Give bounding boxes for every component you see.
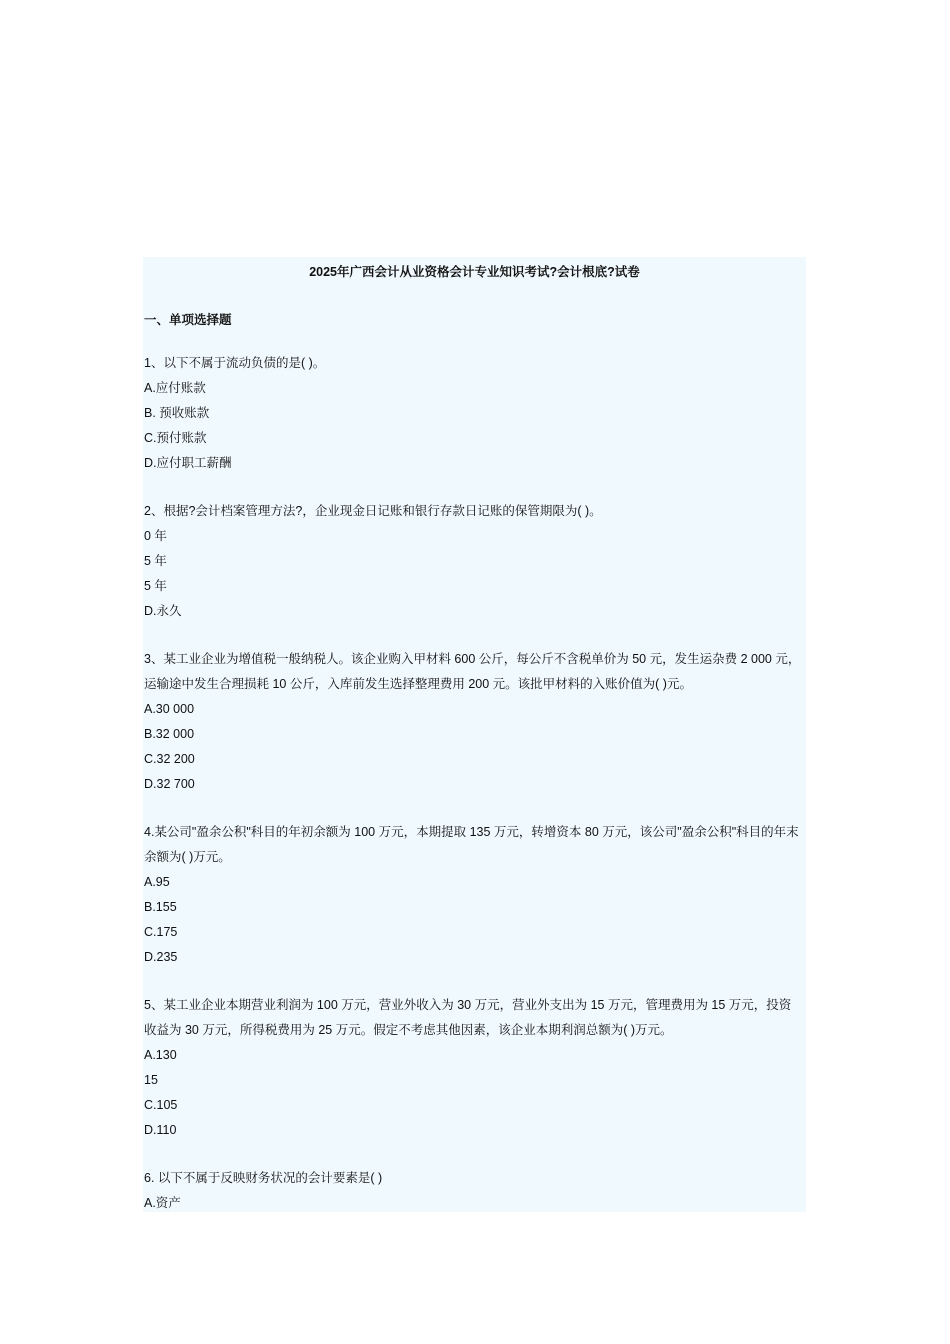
option-a: A.95	[144, 875, 170, 889]
option-a: A.130	[144, 1048, 177, 1062]
option-c: C.32 200	[144, 752, 195, 766]
option-b: B. 预收账款	[144, 406, 210, 420]
question-3	[143, 647, 806, 797]
option-b: B.155	[144, 900, 177, 914]
question-text-line-2: 余额为( )万元。	[144, 850, 231, 864]
question-text: 1、以下不属于流动负债的是( )。	[144, 356, 326, 370]
question-text: 6. 以下不属于反映财务状况的会计要素是( )	[144, 1171, 383, 1185]
option-b: 5 年	[144, 554, 167, 568]
option-c: C.175	[144, 925, 178, 939]
option-d: D.110	[144, 1123, 177, 1137]
option-a: A.资产	[144, 1196, 181, 1210]
section-heading: 一、单项选择题	[144, 313, 232, 327]
question-5	[143, 993, 806, 1143]
option-a: 0 年	[144, 529, 167, 543]
option-b: 15	[144, 1073, 158, 1087]
option-c: C.预付账款	[144, 431, 207, 445]
question-text-line-1: 5、某工业企业本期营业利润为 100 万元，营业外收入为 30 万元，营业外支出为 15 万元，管理费用为 15 万元，投资	[144, 998, 792, 1012]
question-text-line-1: 4.某公司"盈余公积"科目的年初余额为 100 万元，本期提取 135 万元，转增资本 80 万元，该公司"盈余公积"科目的年末	[144, 825, 799, 839]
question-text-line-2: 运输途中发生合理损耗 10 公斤，入库前发生选择整理费用 200 元。该批甲材料的入账价值为( )元。	[144, 677, 692, 691]
question-2	[143, 499, 806, 624]
option-a: A.应付账款	[144, 381, 206, 395]
option-d: D.永久	[144, 604, 182, 618]
option-d: D.235	[144, 950, 178, 964]
option-d: D.32 700	[144, 777, 195, 791]
option-b: B.32 000	[144, 727, 195, 741]
question-4	[143, 820, 806, 970]
option-a: A.30 000	[144, 702, 195, 716]
option-d: D.应付职工薪酬	[144, 456, 232, 470]
question-1	[143, 351, 806, 476]
question-text-line-1: 3、某工业企业为增值税一般纳税人。该企业购入甲材料 600 公斤，每公斤不含税单价为 50 元，发生运杂费 2 000 元，	[144, 652, 801, 666]
question-text: 2、根据?会计档案管理方法?，企业现金日记账和银行存款日记账的保管期限为( )。	[144, 504, 602, 518]
option-c: C.105	[144, 1098, 178, 1112]
option-c: 5 年	[144, 579, 167, 593]
question-6	[143, 1166, 806, 1212]
page-title: 2025年广西会计从业资格会计专业知识考试?会计根底?试卷	[309, 265, 640, 279]
question-text-line-2: 收益为 30 万元，所得税费用为 25 万元。假定不考虑其他因素，该企业本期利润总额为( )万元。	[144, 1023, 673, 1037]
document-content	[143, 257, 806, 1212]
